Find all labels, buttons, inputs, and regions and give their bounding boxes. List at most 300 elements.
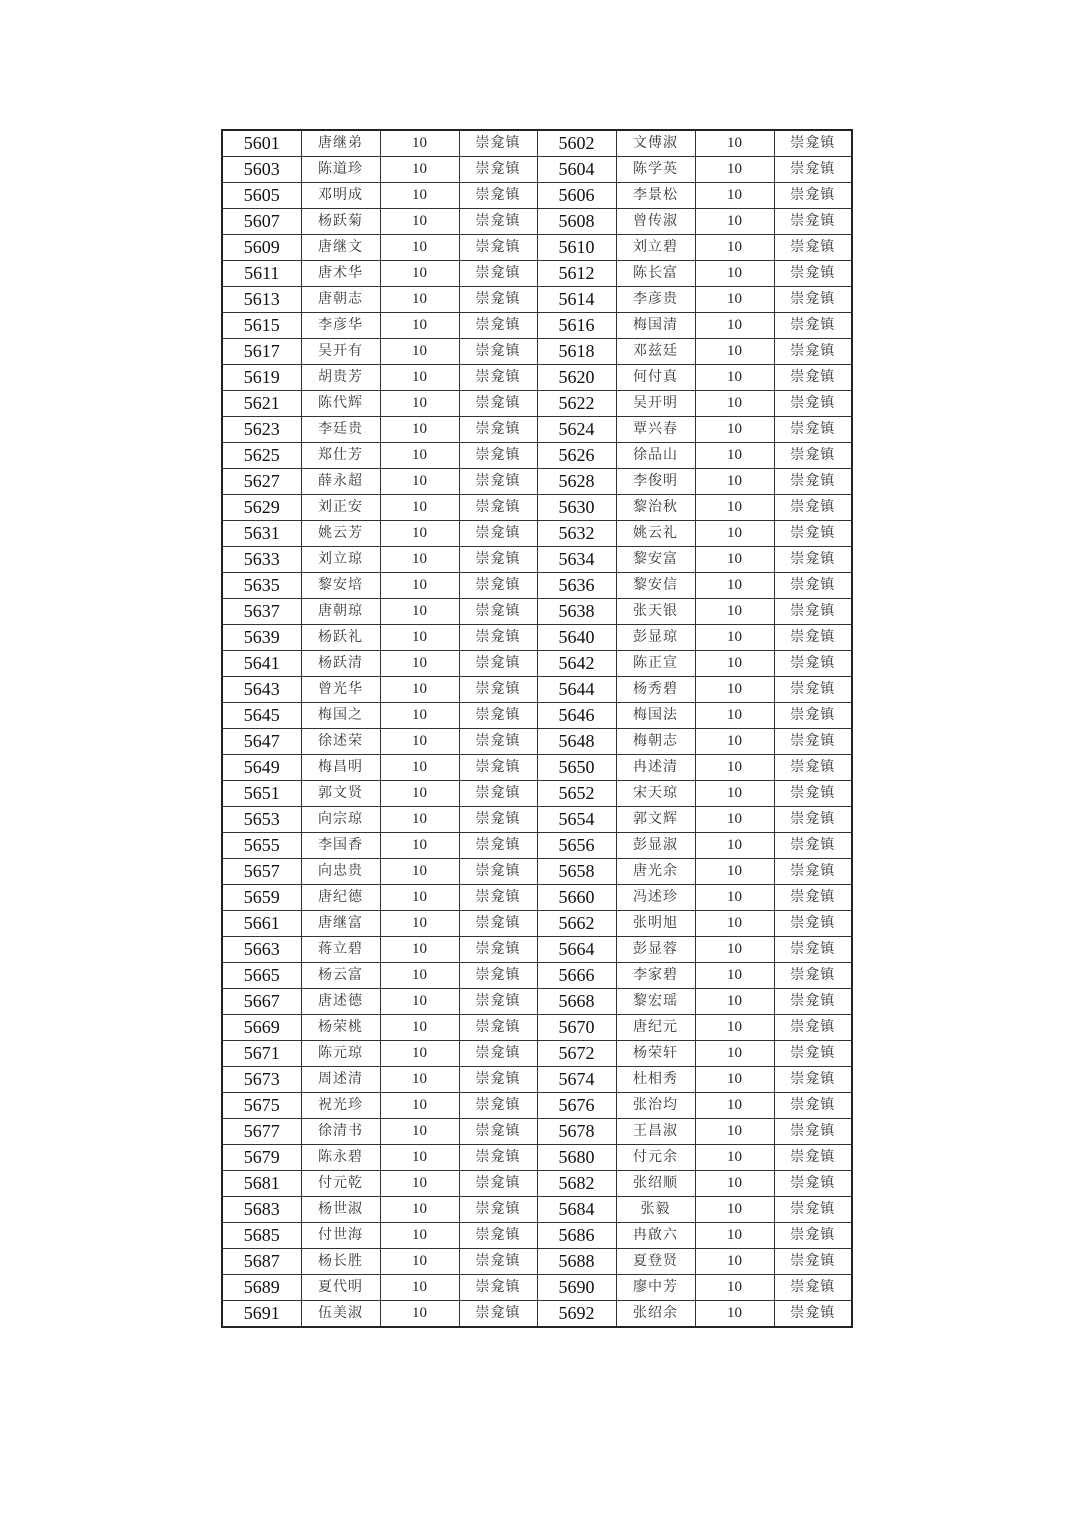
- town-name: 崇龛镇: [774, 1093, 852, 1119]
- amount-value: 10: [380, 885, 459, 911]
- person-name: 曾光华: [301, 677, 380, 703]
- amount-value: 10: [380, 417, 459, 443]
- town-name: 崇龛镇: [774, 729, 852, 755]
- record-number: 5632: [537, 521, 616, 547]
- record-number: 5688: [537, 1249, 616, 1275]
- town-name: 崇龛镇: [459, 1093, 537, 1119]
- town-name: 崇龛镇: [774, 469, 852, 495]
- table-row: [222, 157, 852, 183]
- table-row: [222, 755, 852, 781]
- town-name: 崇龛镇: [774, 963, 852, 989]
- table-row: [222, 1223, 852, 1249]
- town-name: 崇龛镇: [774, 651, 852, 677]
- town-name: 崇龛镇: [459, 1041, 537, 1067]
- town-name: 崇龛镇: [774, 573, 852, 599]
- amount-value: 10: [380, 1041, 459, 1067]
- person-name: 杨世淑: [301, 1197, 380, 1223]
- town-name: 崇龛镇: [459, 651, 537, 677]
- person-name: 杨跃礼: [301, 625, 380, 651]
- person-name: 唐朝志: [301, 287, 380, 313]
- record-number: 5635: [222, 573, 301, 599]
- town-name: 崇龛镇: [774, 339, 852, 365]
- record-number: 5646: [537, 703, 616, 729]
- town-name: 崇龛镇: [774, 261, 852, 287]
- amount-value: 10: [695, 339, 774, 365]
- amount-value: 10: [695, 1171, 774, 1197]
- town-name: 崇龛镇: [774, 1301, 852, 1328]
- record-number: 5661: [222, 911, 301, 937]
- amount-value: 10: [695, 183, 774, 209]
- town-name: 崇龛镇: [459, 495, 537, 521]
- person-name: 付元乾: [301, 1171, 380, 1197]
- person-name: 薛永超: [301, 469, 380, 495]
- record-number: 5682: [537, 1171, 616, 1197]
- amount-value: 10: [380, 677, 459, 703]
- person-name: 邓兹廷: [616, 339, 695, 365]
- person-name: 郑仕芳: [301, 443, 380, 469]
- person-name: 唐光余: [616, 859, 695, 885]
- person-name: 刘立碧: [616, 235, 695, 261]
- amount-value: 10: [380, 209, 459, 235]
- person-name: 梅朝志: [616, 729, 695, 755]
- person-name: 陈学英: [616, 157, 695, 183]
- amount-value: 10: [695, 313, 774, 339]
- person-name: 陈元琼: [301, 1041, 380, 1067]
- town-name: 崇龛镇: [459, 365, 537, 391]
- amount-value: 10: [695, 1145, 774, 1171]
- record-number: 5601: [222, 130, 301, 157]
- town-name: 崇龛镇: [459, 755, 537, 781]
- record-number: 5662: [537, 911, 616, 937]
- amount-value: 10: [695, 833, 774, 859]
- amount-value: 10: [695, 287, 774, 313]
- record-number: 5623: [222, 417, 301, 443]
- person-name: 唐朝琼: [301, 599, 380, 625]
- town-name: 崇龛镇: [459, 313, 537, 339]
- table-row: [222, 703, 852, 729]
- record-number: 5679: [222, 1145, 301, 1171]
- person-name: 向宗琼: [301, 807, 380, 833]
- record-number: 5670: [537, 1015, 616, 1041]
- record-number: 5633: [222, 547, 301, 573]
- town-name: 崇龛镇: [774, 209, 852, 235]
- amount-value: 10: [380, 1093, 459, 1119]
- person-name: 杨荣轩: [616, 1041, 695, 1067]
- person-name: 黎宏瑶: [616, 989, 695, 1015]
- town-name: 崇龛镇: [774, 1249, 852, 1275]
- town-name: 崇龛镇: [459, 703, 537, 729]
- record-number: 5650: [537, 755, 616, 781]
- table-row: [222, 1275, 852, 1301]
- record-number: 5677: [222, 1119, 301, 1145]
- table-row: [222, 963, 852, 989]
- person-name: 付元余: [616, 1145, 695, 1171]
- record-number: 5618: [537, 339, 616, 365]
- amount-value: 10: [695, 1041, 774, 1067]
- record-number: 5657: [222, 859, 301, 885]
- person-name: 梅国法: [616, 703, 695, 729]
- person-name: 张绍顺: [616, 1171, 695, 1197]
- record-number: 5673: [222, 1067, 301, 1093]
- table-row: [222, 729, 852, 755]
- record-number: 5641: [222, 651, 301, 677]
- record-number: 5616: [537, 313, 616, 339]
- record-number: 5683: [222, 1197, 301, 1223]
- person-name: 姚云礼: [616, 521, 695, 547]
- town-name: 崇龛镇: [774, 365, 852, 391]
- person-name: 刘立琼: [301, 547, 380, 573]
- table-row: [222, 313, 852, 339]
- person-name: 李家碧: [616, 963, 695, 989]
- town-name: 崇龛镇: [459, 859, 537, 885]
- town-name: 崇龛镇: [459, 729, 537, 755]
- record-number: 5640: [537, 625, 616, 651]
- person-name: 郭文贤: [301, 781, 380, 807]
- town-name: 崇龛镇: [774, 625, 852, 651]
- town-name: 崇龛镇: [774, 1223, 852, 1249]
- person-name: 杨跃清: [301, 651, 380, 677]
- person-name: 黎安培: [301, 573, 380, 599]
- amount-value: 10: [695, 495, 774, 521]
- amount-value: 10: [695, 209, 774, 235]
- record-number: 5665: [222, 963, 301, 989]
- person-name: 李俊明: [616, 469, 695, 495]
- town-name: 崇龛镇: [774, 521, 852, 547]
- amount-value: 10: [380, 1145, 459, 1171]
- person-name: 彭显琼: [616, 625, 695, 651]
- town-name: 崇龛镇: [459, 547, 537, 573]
- amount-value: 10: [380, 130, 459, 157]
- person-name: 陈长富: [616, 261, 695, 287]
- record-number: 5664: [537, 937, 616, 963]
- roster-table-body: [222, 130, 852, 1327]
- amount-value: 10: [695, 755, 774, 781]
- record-number: 5643: [222, 677, 301, 703]
- roster-table: [221, 129, 853, 1328]
- amount-value: 10: [380, 1015, 459, 1041]
- person-name: 覃兴春: [616, 417, 695, 443]
- town-name: 崇龛镇: [459, 443, 537, 469]
- record-number: 5692: [537, 1301, 616, 1328]
- town-name: 崇龛镇: [774, 1145, 852, 1171]
- town-name: 崇龛镇: [459, 807, 537, 833]
- table-row: [222, 209, 852, 235]
- person-name: 徐述荣: [301, 729, 380, 755]
- record-number: 5651: [222, 781, 301, 807]
- town-name: 崇龛镇: [774, 989, 852, 1015]
- table-row: [222, 1171, 852, 1197]
- person-name: 蒋立碧: [301, 937, 380, 963]
- record-number: 5634: [537, 547, 616, 573]
- amount-value: 10: [695, 651, 774, 677]
- town-name: 崇龛镇: [459, 209, 537, 235]
- amount-value: 10: [380, 391, 459, 417]
- record-number: 5691: [222, 1301, 301, 1328]
- town-name: 崇龛镇: [774, 599, 852, 625]
- town-name: 崇龛镇: [774, 443, 852, 469]
- person-name: 杨秀碧: [616, 677, 695, 703]
- amount-value: 10: [380, 755, 459, 781]
- amount-value: 10: [695, 469, 774, 495]
- amount-value: 10: [380, 651, 459, 677]
- town-name: 崇龛镇: [459, 1145, 537, 1171]
- town-name: 崇龛镇: [459, 599, 537, 625]
- record-number: 5642: [537, 651, 616, 677]
- person-name: 付世海: [301, 1223, 380, 1249]
- table-row: [222, 261, 852, 287]
- person-name: 陈永碧: [301, 1145, 380, 1171]
- record-number: 5681: [222, 1171, 301, 1197]
- town-name: 崇龛镇: [774, 1171, 852, 1197]
- amount-value: 10: [380, 937, 459, 963]
- amount-value: 10: [380, 963, 459, 989]
- person-name: 唐纪元: [616, 1015, 695, 1041]
- person-name: 郭文辉: [616, 807, 695, 833]
- table-row: [222, 1015, 852, 1041]
- record-number: 5602: [537, 130, 616, 157]
- amount-value: 10: [380, 599, 459, 625]
- amount-value: 10: [380, 443, 459, 469]
- record-number: 5627: [222, 469, 301, 495]
- amount-value: 10: [695, 157, 774, 183]
- town-name: 崇龛镇: [774, 1015, 852, 1041]
- amount-value: 10: [380, 729, 459, 755]
- record-number: 5639: [222, 625, 301, 651]
- table-row: [222, 365, 852, 391]
- record-number: 5668: [537, 989, 616, 1015]
- table-row: [222, 417, 852, 443]
- record-number: 5689: [222, 1275, 301, 1301]
- amount-value: 10: [695, 677, 774, 703]
- person-name: 姚云芳: [301, 521, 380, 547]
- amount-value: 10: [380, 365, 459, 391]
- town-name: 崇龛镇: [774, 677, 852, 703]
- record-number: 5610: [537, 235, 616, 261]
- amount-value: 10: [695, 1093, 774, 1119]
- amount-value: 10: [695, 729, 774, 755]
- person-name: 廖中芳: [616, 1275, 695, 1301]
- record-number: 5603: [222, 157, 301, 183]
- record-number: 5652: [537, 781, 616, 807]
- person-name: 李彦华: [301, 313, 380, 339]
- person-name: 杨荣桃: [301, 1015, 380, 1041]
- person-name: 唐术华: [301, 261, 380, 287]
- person-name: 陈正宣: [616, 651, 695, 677]
- town-name: 崇龛镇: [459, 1067, 537, 1093]
- amount-value: 10: [380, 1067, 459, 1093]
- town-name: 崇龛镇: [459, 521, 537, 547]
- town-name: 崇龛镇: [774, 885, 852, 911]
- amount-value: 10: [380, 261, 459, 287]
- table-row: [222, 287, 852, 313]
- person-name: 何付真: [616, 365, 695, 391]
- person-name: 伍美淑: [301, 1301, 380, 1328]
- amount-value: 10: [380, 625, 459, 651]
- table-row: [222, 599, 852, 625]
- town-name: 崇龛镇: [774, 157, 852, 183]
- town-name: 崇龛镇: [774, 703, 852, 729]
- record-number: 5624: [537, 417, 616, 443]
- record-number: 5648: [537, 729, 616, 755]
- amount-value: 10: [695, 1223, 774, 1249]
- amount-value: 10: [380, 807, 459, 833]
- amount-value: 10: [380, 911, 459, 937]
- person-name: 张治均: [616, 1093, 695, 1119]
- town-name: 崇龛镇: [774, 911, 852, 937]
- town-name: 崇龛镇: [459, 573, 537, 599]
- table-row: [222, 677, 852, 703]
- town-name: 崇龛镇: [459, 989, 537, 1015]
- record-number: 5609: [222, 235, 301, 261]
- person-name: 冯述珍: [616, 885, 695, 911]
- town-name: 崇龛镇: [459, 417, 537, 443]
- town-name: 崇龛镇: [459, 1119, 537, 1145]
- record-number: 5631: [222, 521, 301, 547]
- amount-value: 10: [695, 391, 774, 417]
- town-name: 崇龛镇: [459, 963, 537, 989]
- amount-value: 10: [695, 417, 774, 443]
- amount-value: 10: [380, 469, 459, 495]
- person-name: 唐述德: [301, 989, 380, 1015]
- town-name: 崇龛镇: [774, 1275, 852, 1301]
- town-name: 崇龛镇: [459, 833, 537, 859]
- record-number: 5626: [537, 443, 616, 469]
- table-row: [222, 833, 852, 859]
- amount-value: 10: [380, 1197, 459, 1223]
- town-name: 崇龛镇: [774, 391, 852, 417]
- town-name: 崇龛镇: [774, 807, 852, 833]
- record-number: 5607: [222, 209, 301, 235]
- person-name: 冉述清: [616, 755, 695, 781]
- person-name: 邓明成: [301, 183, 380, 209]
- amount-value: 10: [380, 339, 459, 365]
- person-name: 杨跃菊: [301, 209, 380, 235]
- record-number: 5690: [537, 1275, 616, 1301]
- table-row: [222, 1197, 852, 1223]
- table-row: [222, 443, 852, 469]
- town-name: 崇龛镇: [459, 130, 537, 157]
- amount-value: 10: [695, 703, 774, 729]
- person-name: 吴开明: [616, 391, 695, 417]
- person-name: 胡贵芳: [301, 365, 380, 391]
- record-number: 5645: [222, 703, 301, 729]
- table-row: [222, 885, 852, 911]
- record-number: 5666: [537, 963, 616, 989]
- town-name: 崇龛镇: [459, 911, 537, 937]
- town-name: 崇龛镇: [774, 235, 852, 261]
- amount-value: 10: [695, 937, 774, 963]
- town-name: 崇龛镇: [774, 755, 852, 781]
- record-number: 5636: [537, 573, 616, 599]
- person-name: 张明旭: [616, 911, 695, 937]
- town-name: 崇龛镇: [774, 130, 852, 157]
- record-number: 5608: [537, 209, 616, 235]
- town-name: 崇龛镇: [459, 469, 537, 495]
- table-row: [222, 989, 852, 1015]
- person-name: 冉啟六: [616, 1223, 695, 1249]
- amount-value: 10: [695, 547, 774, 573]
- amount-value: 10: [695, 130, 774, 157]
- town-name: 崇龛镇: [459, 1223, 537, 1249]
- person-name: 张绍余: [616, 1301, 695, 1328]
- town-name: 崇龛镇: [459, 885, 537, 911]
- record-number: 5622: [537, 391, 616, 417]
- amount-value: 10: [380, 1301, 459, 1328]
- amount-value: 10: [695, 235, 774, 261]
- record-number: 5663: [222, 937, 301, 963]
- amount-value: 10: [380, 781, 459, 807]
- town-name: 崇龛镇: [459, 937, 537, 963]
- record-number: 5637: [222, 599, 301, 625]
- amount-value: 10: [380, 287, 459, 313]
- amount-value: 10: [380, 1171, 459, 1197]
- table-row: [222, 859, 852, 885]
- record-number: 5685: [222, 1223, 301, 1249]
- record-number: 5649: [222, 755, 301, 781]
- record-number: 5605: [222, 183, 301, 209]
- record-number: 5655: [222, 833, 301, 859]
- town-name: 崇龛镇: [774, 1041, 852, 1067]
- town-name: 崇龛镇: [774, 859, 852, 885]
- town-name: 崇龛镇: [459, 1171, 537, 1197]
- person-name: 彭显淑: [616, 833, 695, 859]
- amount-value: 10: [380, 833, 459, 859]
- town-name: 崇龛镇: [459, 1197, 537, 1223]
- record-number: 5613: [222, 287, 301, 313]
- record-number: 5604: [537, 157, 616, 183]
- table-row: [222, 130, 852, 157]
- person-name: 周述清: [301, 1067, 380, 1093]
- table-row: [222, 807, 852, 833]
- record-number: 5617: [222, 339, 301, 365]
- record-number: 5672: [537, 1041, 616, 1067]
- town-name: 崇龛镇: [459, 1301, 537, 1328]
- record-number: 5614: [537, 287, 616, 313]
- amount-value: 10: [695, 989, 774, 1015]
- person-name: 梅国之: [301, 703, 380, 729]
- town-name: 崇龛镇: [459, 261, 537, 287]
- town-name: 崇龛镇: [774, 287, 852, 313]
- table-row: [222, 339, 852, 365]
- person-name: 李国香: [301, 833, 380, 859]
- record-number: 5671: [222, 1041, 301, 1067]
- town-name: 崇龛镇: [459, 677, 537, 703]
- amount-value: 10: [380, 989, 459, 1015]
- town-name: 崇龛镇: [459, 1249, 537, 1275]
- amount-value: 10: [380, 1223, 459, 1249]
- town-name: 崇龛镇: [774, 313, 852, 339]
- amount-value: 10: [695, 1119, 774, 1145]
- table-row: [222, 469, 852, 495]
- amount-value: 10: [380, 157, 459, 183]
- person-name: 唐纪德: [301, 885, 380, 911]
- record-number: 5686: [537, 1223, 616, 1249]
- table-row: [222, 1145, 852, 1171]
- person-name: 张天银: [616, 599, 695, 625]
- town-name: 崇龛镇: [774, 417, 852, 443]
- town-name: 崇龛镇: [459, 625, 537, 651]
- record-number: 5658: [537, 859, 616, 885]
- amount-value: 10: [695, 781, 774, 807]
- town-name: 崇龛镇: [774, 833, 852, 859]
- table-row: [222, 235, 852, 261]
- town-name: 崇龛镇: [459, 157, 537, 183]
- amount-value: 10: [695, 261, 774, 287]
- table-row: [222, 495, 852, 521]
- amount-value: 10: [380, 521, 459, 547]
- record-number: 5629: [222, 495, 301, 521]
- amount-value: 10: [695, 963, 774, 989]
